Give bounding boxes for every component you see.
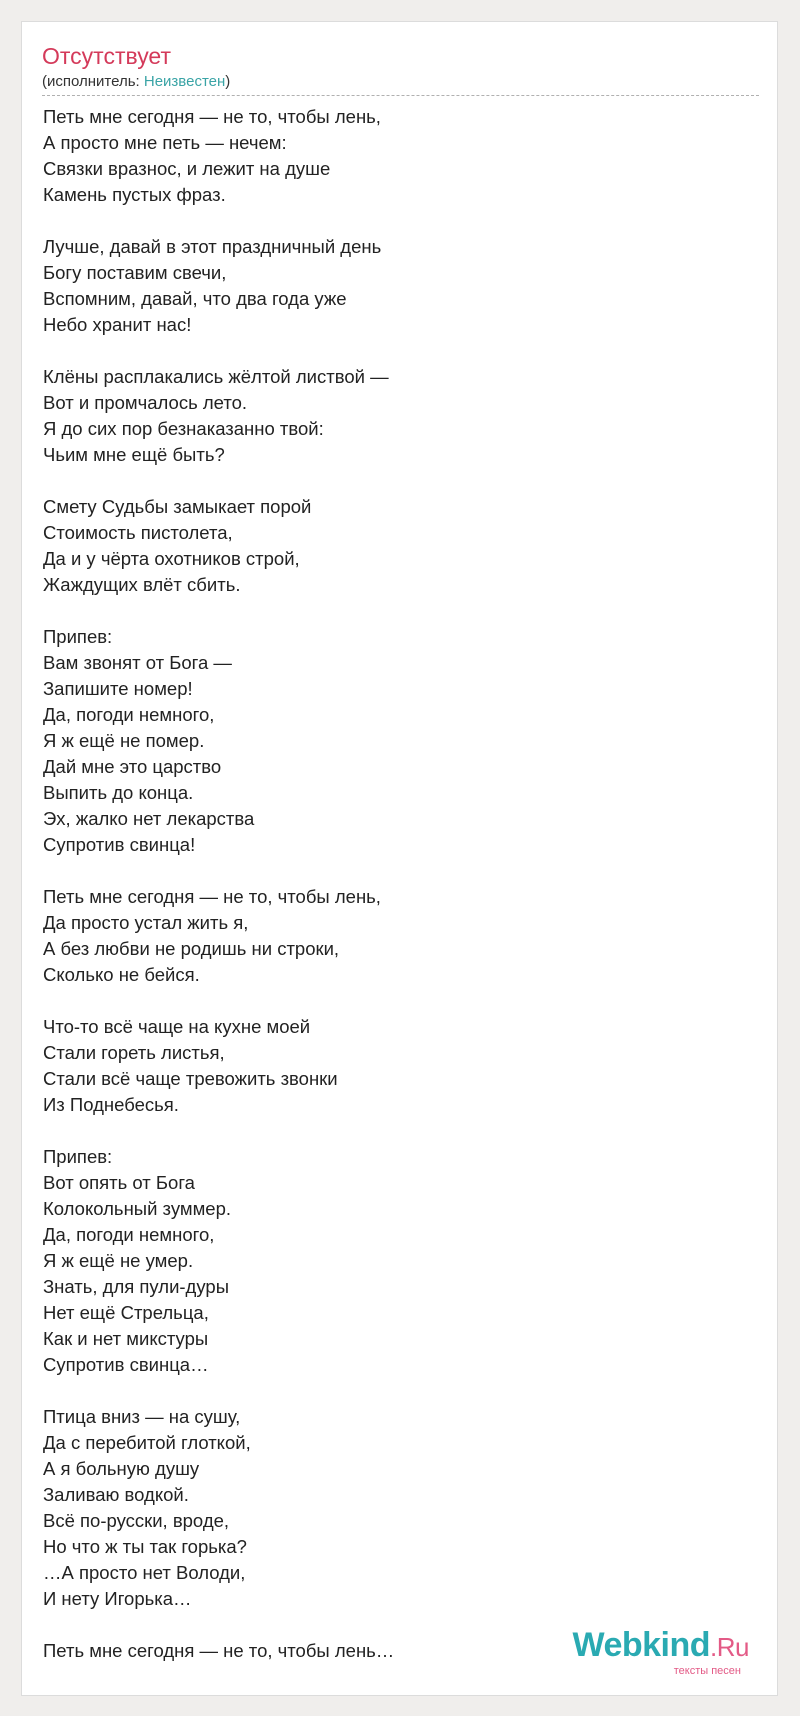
stanza — [43, 494, 743, 598]
logo-main-text: Webkind — [572, 1626, 711, 1664]
lyric-line: Что-то всё чаще на кухне моей — [43, 1016, 311, 1037]
lyric-line: Знать, для пули-дуры — [43, 1276, 229, 1297]
header-divider — [42, 95, 759, 96]
lyric-line: Я ж ещё не помер. — [43, 730, 205, 751]
lyric-line: Всё по-русски, вроде, — [43, 1510, 230, 1531]
stanza — [43, 104, 743, 208]
site-logo[interactable] — [572, 1628, 749, 1677]
lyric-line: Чьим мне ещё быть? — [43, 444, 225, 465]
artist-link[interactable]: Неизвестен — [143, 73, 226, 90]
lyric-line: Эх, жалко нет лекарства — [43, 808, 255, 829]
lyric-line: Выпить до конца. — [43, 782, 194, 803]
lyric-line: Вам звонят от Бога — — [43, 652, 232, 673]
lyric-line: А просто мне петь — нечем: — [43, 132, 287, 153]
artist-line — [42, 72, 759, 92]
lyric-line: Богу поставим свечи, — [43, 262, 227, 283]
lyric-line: Заливаю водкой. — [43, 1484, 189, 1505]
lyric-line: Птица вниз — на сушу, — [43, 1406, 241, 1427]
artist-suffix: ) — [225, 73, 231, 90]
lyric-line: Из Поднебесья. — [43, 1094, 179, 1115]
logo-tagline: тексты песен — [673, 1665, 741, 1677]
stanza — [43, 1404, 743, 1612]
lyric-line: Я до сих пор безнаказанно твой: — [43, 418, 324, 439]
lyric-line: Смету Судьбы замыкает порой — [43, 496, 312, 517]
lyric-line: Стоимость пистолета, — [43, 522, 233, 543]
stanza — [43, 1144, 743, 1378]
lyric-line: Я ж ещё не умер. — [43, 1250, 194, 1271]
lyric-line: Петь мне сегодня — не то, чтобы лень… — [43, 1640, 395, 1661]
lyric-line: Запишите номер! — [43, 678, 193, 699]
lyric-line: Супротив свинца… — [43, 1354, 209, 1375]
lyric-line: Связки вразнос, и лежит на душе — [43, 158, 331, 179]
lyric-line: Стали всё чаще тревожить звонки — [43, 1068, 338, 1089]
lyric-line: И нету Игорька… — [43, 1588, 192, 1609]
lyric-line: Вот опять от Бога — [43, 1172, 195, 1193]
lyric-line: Припев: — [43, 626, 113, 647]
lyric-line: …А просто нет Володи, — [43, 1562, 246, 1583]
lyric-line: Да просто устал жить я, — [43, 912, 249, 933]
lyric-line: Вспомним, давай, что два года уже — [43, 288, 347, 309]
artist-prefix: (исполнитель: — [42, 73, 144, 90]
lyric-line: Колокольный зуммер. — [43, 1198, 232, 1219]
lyric-line: Но что ж ты так горька? — [43, 1536, 247, 1557]
logo-wordmark — [572, 1628, 749, 1664]
lyric-line: Супротив свинца! — [43, 834, 196, 855]
lyric-line: Камень пустых фраз. — [43, 184, 226, 205]
lyric-line: Дай мне это царство — [43, 756, 222, 777]
lyrics-body — [43, 104, 743, 1664]
lyric-line: А я больную душу — [43, 1458, 200, 1479]
lyric-line: Жаждущих влёт сбить. — [43, 574, 241, 595]
stanza — [43, 364, 743, 468]
lyric-line: Да, погоди немного, — [43, 1224, 215, 1245]
lyric-line: Припев: — [43, 1146, 113, 1167]
lyric-line: Петь мне сегодня — не то, чтобы лень, — [43, 886, 381, 907]
stanza — [43, 624, 743, 858]
lyric-line: Нет ещё Стрельца, — [43, 1302, 209, 1323]
lyric-line: Лучше, давай в этот праздничный день — [43, 236, 382, 257]
lyric-line: Вот и промчалось лето. — [43, 392, 248, 413]
lyric-line: Да и у чёрта охотников строй, — [43, 548, 300, 569]
logo-suffix: .Ru — [710, 1632, 749, 1662]
lyric-line: Да с перебитой глоткой, — [43, 1432, 251, 1453]
song-title: Отсутствует — [42, 43, 171, 69]
lyric-line: Петь мне сегодня — не то, чтобы лень, — [43, 106, 381, 127]
stanza — [43, 884, 743, 988]
lyric-line: Небо хранит нас! — [43, 314, 192, 335]
lyric-line: Да, погоди немного, — [43, 704, 215, 725]
stanza — [43, 234, 743, 338]
lyric-line: Сколько не бейся. — [43, 964, 200, 985]
song-header — [42, 42, 759, 96]
lyric-line: Клёны расплакались жёлтой листвой — — [43, 366, 389, 387]
lyric-line: А без любви не родишь ни строки, — [43, 938, 340, 959]
stanza — [43, 1014, 743, 1118]
lyric-line: Стали гореть листья, — [43, 1042, 225, 1063]
lyrics-card — [21, 21, 778, 1696]
lyric-line: Как и нет микстуры — [43, 1328, 209, 1349]
